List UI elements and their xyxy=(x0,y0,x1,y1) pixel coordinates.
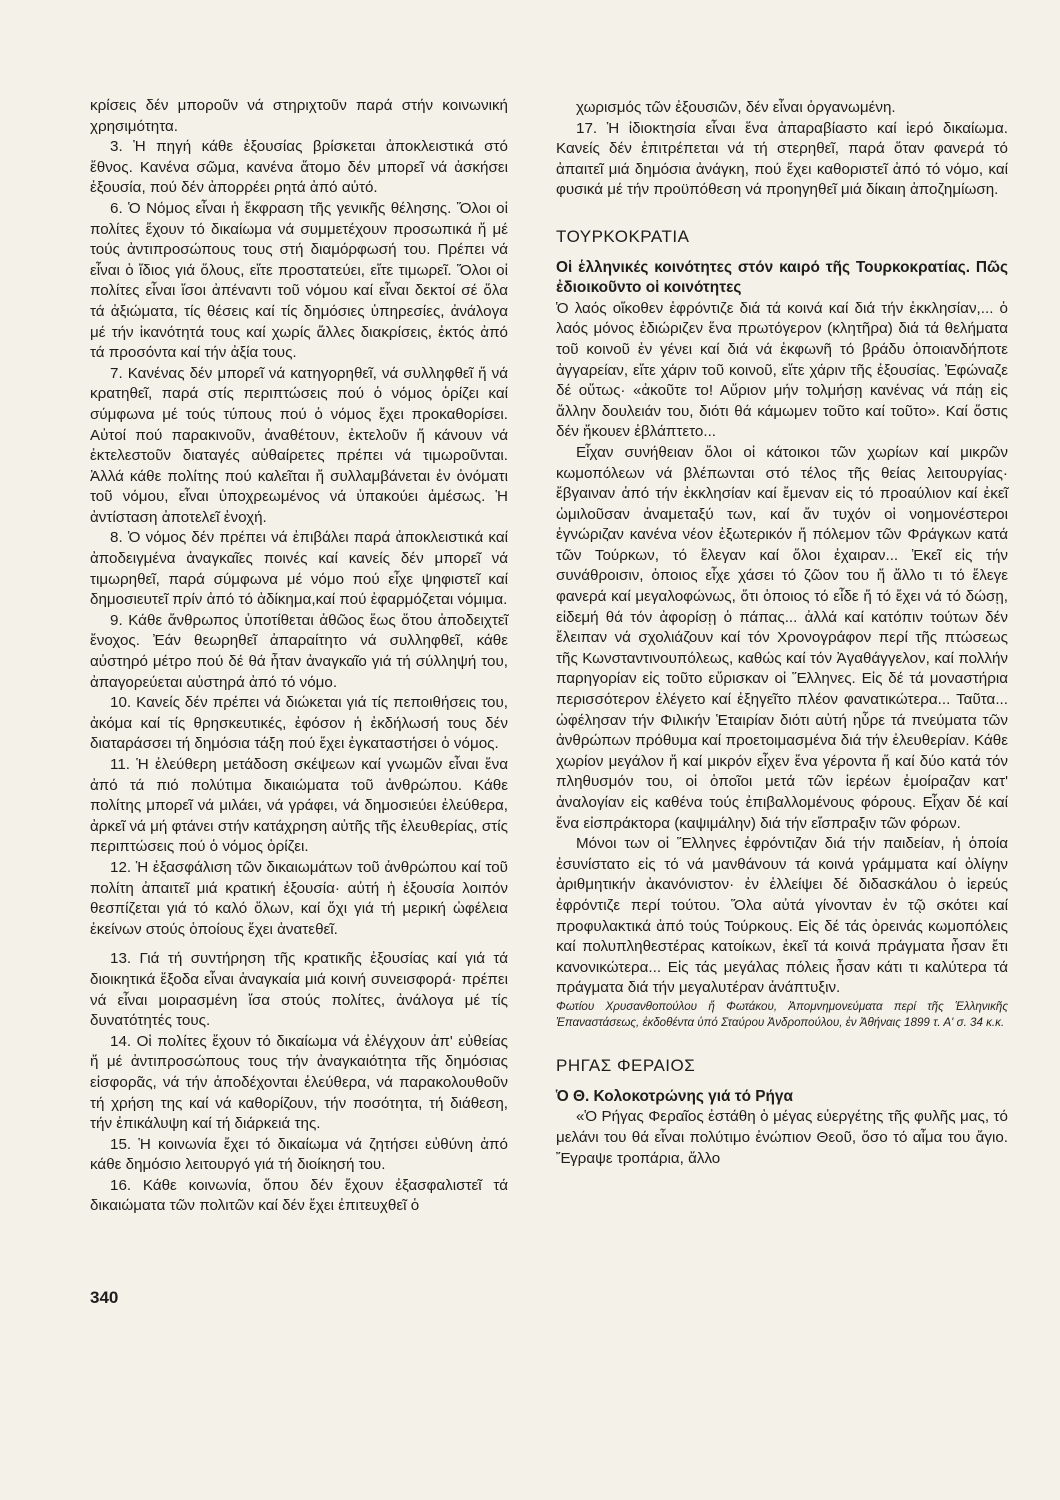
section-title-tourkokratia: ΤΟΥΡΚΟΚΡΑΤΙΑ xyxy=(556,226,690,246)
article-11: 11. Ἡ ἐλεύθερη μετάδοση σκέψεων καί γνωμῶν εἶναι ἕνα ἀπό τά πιό πολύτιμα δικαιώματα τοῦ ἀνθρώπου. Κάθε πολίτης μπορεῖ νά μιλάει, νά γράφει, νά δημοσιεύει ἐλεύθερα, ἀρκεῖ νά μή φτάνει στήν κατάχρηση αὐτῆς τῆς ἐλευθερίας, στίς περιπτώσεις πού ὁ νόμος ὁρίζει. xyxy=(90,756,508,856)
body-paragraph: Μόνοι των οἱ Ἕλληνες ἐφρόντιζαν διά τήν παιδείαν, ἡ ὁποία ἐσυνίστατο εἰς τό νά μανθάνουν τά κοινά γράμματα καί ὀλίγην ἀριθμητικήν ἀκανόνιστον· ἐν ἐλλείψει δέ διδασκάλου ὁ ἱερεύς ἐφρόντιζε περί τούτου. Ὅλα αὐτά γίνονταν ἐν τῷ σκότει καί προφυλακτικά ἀπό τούς Τούρκους. Εἰς δέ τάς ὀρεινάς κωμοπόλεις καί πολυπληθεστέρας κατοίκων, ἐκεῖ τά κοινά πράγματα ἦσαν ἔτι κανονικώτερα... Εἰς τάς μεγάλας πόλεις ἦσαν κάτι τι καλύτερα τά πράγματα διά τήν μεγαλυτέραν ἀνάπτυξιν. xyxy=(556,835,1008,997)
article-6: 6. Ὁ Νόμος εἶναι ἡ ἔκφραση τῆς γενικῆς θέλησης. Ὅλοι οἱ πολίτες ἔχουν τό δικαίωμα νά συμμετέχουν προσωπικά ἤ μέ τούς ἀντιπροσώπους τους στή διαμόρφωσή του. Πρέπει νά εἶναι ὁ ἴδιος γιά ὅλους, εἴτε προστατεύει, εἴτε τιμωρεῖ. Ὅλοι οἱ πολίτες εἶναι ἴσοι ἀπέναντι τοῦ νόμου καί εἶναι δεκτοί σέ ὅλα τά ἀξιώματα, τίς θέσεις καί τίς δημόσιες ὑπηρεσίες, ἀνάλογα μέ τήν ἱκανότητά τους καί χωρίς ἄλλες διακρίσεις, ἐκτός ἀπό τά προσόντα καί τήν ἀξία τους. xyxy=(90,199,508,362)
article-8: 8. Ὁ νόμος δέν πρέπει νά ἐπιβάλει παρά ἀποκλειστικά καί ἀποδειγμένα ἀναγκαῖες ποινές καί κανείς δέν μπορεῖ νά τιμωρηθεῖ, παρά σύμφωνα μέ νόμο πού εἶχε ψηφιστεῖ καί δημοσιευτεῖ πρίν ἀπό τό ἀδίκημα,καί πού ἐφαρμόζεται νόμιμα. xyxy=(90,529,508,609)
left-column xyxy=(90,96,508,1217)
section-subhead-communities: Οἱ ἑλληνικές κοινότητες στόν καιρό τῆς Τουρκοκρατίας. Πῶς ἐδιοικοῦντο οἱ κοινότητες xyxy=(556,258,1008,297)
article-17: 17. Ἡ ἰδιοκτησία εἶναι ἕνα ἀπαραβίαστο καί ἱερό δικαίωμα. Κανείς δέν ἐπιτρέπεται νά τή στερηθεῖ, παρά ὅταν φανερά τό ἀπαιτεῖ μιά δημόσια ἀνάγκη, πού ἔχει καθοριστεῖ ἀπό τό νόμο, καί φυσικά μέ τήν προϋπόθεση νά προηγηθεῖ μιά δίκαιη ἀποζημίωση. xyxy=(556,119,1008,199)
section-subhead-kolokotronis: Ὁ Θ. Κολοκοτρώνης γιά τό Ρήγα xyxy=(556,1087,793,1105)
source-citation: Φωτίου Χρυσανθοπούλου ἤ Φωτάκου, Ἀπομνημονεύματα περί τῆς Ἑλληνικῆς Ἐπαναστάσεως, ἐκδοθέντα ὑπό Σταύρου Ἀνδροπούλου, ἐν Ἀθήναις 1899 τ. Α' σ. 34 κ.κ. xyxy=(556,999,1008,1029)
body-paragraph: Εἶχαν συνήθειαν ὅλοι οἱ κάτοικοι τῶν χωρίων καί μικρῶν κωμοπόλεων νά βλέπωνται στό τέλος τῆς θείας λειτουργίας· ἔβγαιναν ἀπό τήν ἐκκλησίαν καί ἔμεναν εἰς τό προαύλιον καί ἐκεῖ ὡμιλοῦσαν ἀναμεταξύ των, καί ἄν τυχόν οἱ νοημονέστεροι ἐγνώριζαν κανένα νέον ἐξωτερικόν ἤ πόλεμον τῶν Φράγκων κατά τῶν Τούρκων, τό ἔλεγαν καί ὅλοι ἐχαιραν... Ἐκεῖ εἰς τήν συνάθροισιν, ὁποιος εἶχε χάσει τό ζῶον του ἤ ἄλλο τι τό ἔλεγε φανερά καί μεγαλοφώνως, ὅτι ὁποιος τό εἶδε ἤ τό ἔχει νά τό δώσῃ, εἰδεμή θά τόν ἀφορίσῃ ὁ πάπας... ἀλλά καί κατόπιν τούτων δέν ἔλειπαν νά σχολιάζουν καί τόν Χρονογράφον περί τῆς πτώσεως τῆς Κωνσταντινουπόλεως, καθώς καί τόν Ἀγαθάγγελον, καί πολλήν παρηγορίαν εἰς τοῦτο εὕρισκαν οἱ Ἕλληνες. Εἰς δέ τά μοναστήρια περισσότερον ἐλέγετο καί ἐξηγεῖτο πλέον φανατικώτερα... Ταῦτα... ὠφέλησαν τήν Φιλικήν Ἑταιρίαν διότι αὐτή ηὗρε τά πνεύματα τῶν ἀνθρώπων πρόθυμα καί προετοιμασμένα διά τήν ἐλευθερίαν. Κάθε χωρίον μεγάλον ἤ καί μικρόν εἶχεν ἕνα γέροντα ἤ καί δύο κατά τόν πληθυσμόν του, οἱ ὁποῖοι μετά τῶν ἱερέων ἐμοίραζαν κατ' ἀναλογίαν εἰς καθένα τούς ἐπιβαλλομένους φόρους. Εἶχαν δέ καί ἕνα εἰσπράκτορα (καψιμάλην) διά τήν εἴσπραξιν τῶν φόρων. xyxy=(556,443,1008,832)
body-paragraph: «Ὁ Ρήγας Φεραῖος ἐστάθη ὁ μέγας εὐεργέτης τῆς φυλῆς μας, τό μελάνι του θά εἶναι πολύτιμο ἐνώπιον Θεοῦ, ὅσο τό αἷμα του ἅγιο. Ἔγραψε τροπάρια, ἄλλο xyxy=(556,1108,1008,1167)
article-3: 3. Ἡ πηγή κάθε ἐξουσίας βρίσκεται ἀποκλειστικά στό ἔθνος. Κανένα σῶμα, κανένα ἄτομο δέν μπορεῖ νά ἀσκήσει ἐξουσία, πού δέν ἀπορρέει ρητά ἀπό αὐτό. xyxy=(90,138,508,197)
article-9: 9. Κάθε ἄνθρωπος ὑποτίθεται ἀθῶος ἕως ὅτου ἀποδειχτεῖ ἔνοχος. Ἐάν θεωρηθεῖ ἀπαραίτητο νά συλληφθεῖ, κάθε αὐστηρό μέτρο πού δέ θά ἦταν ἀναγκαῖο γιά τή σύλληψή του, ἀπαγορεύεται αὐστηρά ἀπό τό νόμο. xyxy=(90,611,508,691)
article-12: 12. Ἡ ἐξασφάλιση τῶν δικαιωμάτων τοῦ ἀνθρώπου καί τοῦ πολίτη ἀπαιτεῖ μιά κρατική ἐξουσία· αὐτή ἡ ἐξουσία λοιπόν θεσπίζεται γιά τό καλό ὅλων, καί ὄχι γιά τή μερική ὠφέλεια ἐκείνων στούς ὁποίους ἔχει ἀνατεθεῖ. xyxy=(90,858,508,938)
article-13: 13. Γιά τή συντήρηση τῆς κρατικῆς ἐξουσίας καί γιά τά διοικητικά ἔξοδα εἶναι ἀναγκαία μιά κοινή συνεισφορά· πρέπει νά εἶναι μοιρασμένη ἴσα στούς πολίτες, ἀνάλογα μέ τίς δυνατότητές τους. xyxy=(90,950,508,1030)
page-number: 340 xyxy=(90,1288,119,1307)
article-7: 7. Κανένας δέν μπορεῖ νά κατηγορηθεῖ, νά συλληφθεῖ ἤ νά κρατηθεῖ, παρά στίς περιπτώσεις πού ὁ νόμος ὁρίζει καί σύμφωνα μέ τούς τύπους πού ὁ νόμος ἔχει προκαθορίσει. Αὐτοί πού παρακινοῦν, ἀναθέτουν, ἐκτελοῦν ἤ κάνουν νά ἐκτελεστοῦν διαταγές αὐθαίρετες πρέπει νά τιμωροῦνται. Ἀλλά κάθε πολίτης πού καλεῖται ἤ συλλαμβάνεται ἐν ὀνόματι τοῦ νόμου, εἶναι ὑποχρεωμένος νά ὑπακούει ἀμέσως. Ἡ ἀντίσταση ἀποτελεῖ ἐνοχή. xyxy=(90,364,508,526)
article-16: 16. Κάθε κοινωνία, ὅπου δέν ἔχουν ἐξασφαλιστεῖ τά δικαιώματα τῶν πολιτῶν καί δέν ἔχει ἐπιτευχθεῖ ὁ xyxy=(90,1176,508,1215)
continuation-paragraph: χωρισμός τῶν ἐξουσιῶν, δέν εἶναι ὀργανωμένη. xyxy=(576,99,896,116)
body-paragraph: Ὁ λαός οἴκοθεν ἐφρόντιζε διά τά κοινά καί διά τήν ἐκκλησίαν,... ὁ λαός μόνος ἐδιώριζεν ἕνα πρωτόγερον (κλητῆρα) διά τά θελήματα τοῦ κοινοῦ ἐν γένει καί διά νά ἐκφωνῆ τό βράδυ ὁποιανδήποτε ἀγγαρείαν, εἴτε χάριν τοῦ κοινοῦ, εἴτε χάριν τῆς ἐξουσίας. Ἐφώναζε δέ οὕτως· «ἀκοῦτε το! Αὔριον μήν τολμήσῃ κανένας νά πάῃ εἰς ἄλλην δουλειάν του, διότι θά κάμωμεν τοῦτο καί τοῦτο». Καί ὅστις δέν ἤκουεν ἐβλάπτετο... xyxy=(556,299,1008,441)
section-title-rigas: ΡΗΓΑΣ ΦΕΡΑΙΟΣ xyxy=(556,1056,696,1076)
article-14: 14. Οἱ πολίτες ἔχουν τό δικαίωμα νά ἐλέγχουν ἀπ' εὐθείας ἤ μέ ἀντιπροσώπους τους τήν ἀναγκαιότητα τῆς δημόσιας εἰσφορᾶς, νά τήν ἀποδέχονται ἐλεύθερα, νά παρακολουθοῦν τή χρήση της καί νά καθορίζουν, τήν ποσότητα, τή διάθεση, τήν ἐπικάλυψη καί τή διάρκειά της. xyxy=(90,1032,508,1133)
article-10: 10. Κανείς δέν πρέπει νά διώκεται γιά τίς πεποιθήσεις του, ἀκόμα καί τίς θρησκευτικές, ἐφόσον ἡ ἐκδήλωσή τους δέν διαταράσσει τή δημόσια τάξη πού ἔχει ἐγκαταστήσει ὁ νόμος. xyxy=(90,694,508,753)
left-paragraph: κρίσεις δέν μποροῦν νά στηριχτοῦν παρά στήν κοινωνική χρησιμότητα. xyxy=(90,97,508,135)
spacer xyxy=(90,940,508,949)
article-15: 15. Ἡ κοινωνία ἔχει τό δικαίωμα νά ζητήσει εὐθύνη ἀπό κάθε δημόσιο λειτουργό γιά τή διοίκησή του. xyxy=(90,1135,508,1174)
right-column xyxy=(556,98,1008,1169)
